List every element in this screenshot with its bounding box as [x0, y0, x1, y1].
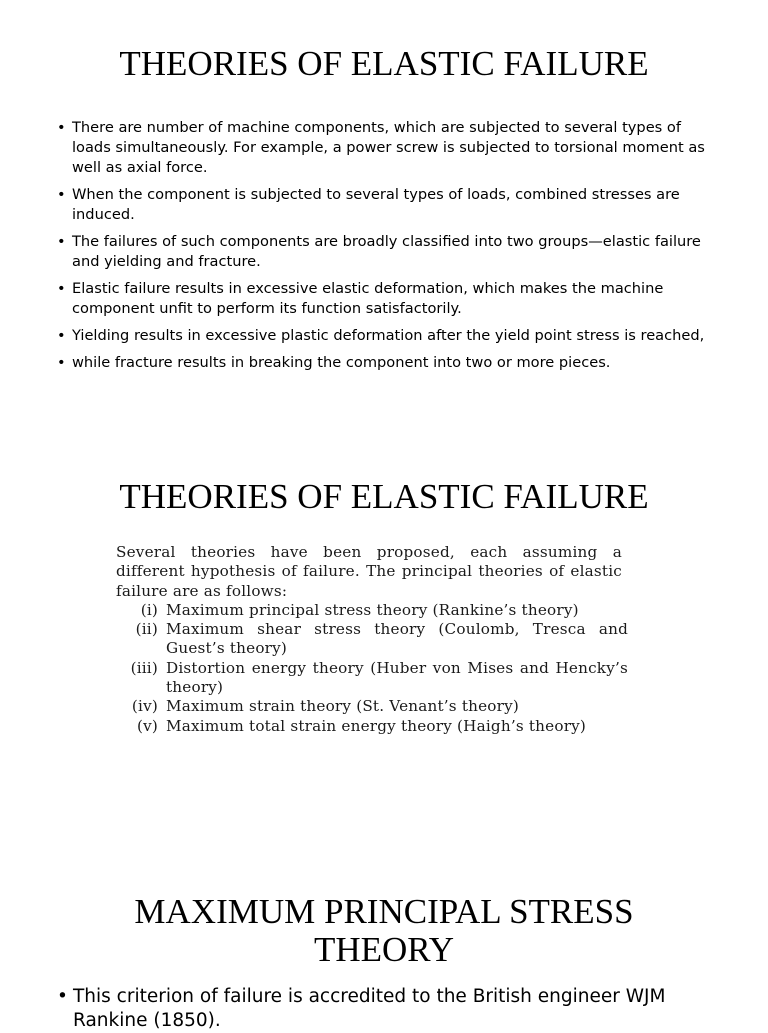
theory-item [96, 659, 628, 698]
bullet-dot: • [57, 986, 68, 1007]
bullet-list [57, 118, 717, 380]
bullet-item [57, 232, 717, 272]
theory-number: (iv) [131, 697, 158, 716]
theory-number: (i) [140, 600, 158, 619]
bullet-item [57, 353, 717, 373]
scanned-textbook-excerpt [96, 543, 628, 783]
slide-title: THEORIES OF ELASTIC FAILURE [119, 44, 649, 83]
bullet-dot: • [57, 233, 66, 250]
bullet-item [57, 118, 717, 178]
bullet-item [57, 326, 717, 346]
bullet-item [57, 985, 717, 1033]
slide-title: THEORIES OF ELASTIC FAILURE [119, 477, 649, 516]
theory-text: Maximum total strain energy theory (Haigh’s theory) [166, 716, 587, 735]
theory-number: (iii) [130, 658, 158, 677]
bullet-text: Yielding results in excessive plastic deformation after the yield point stress is reached, [72, 327, 705, 344]
theory-text: Distortion energy theory (Huber von Mises and Hencky’s theory) [166, 658, 628, 697]
theory-item [96, 717, 628, 736]
bullet-dot: • [57, 354, 66, 371]
bullet-text: This criterion of failure is accredited to the British engineer WJM Rankine (1850). [73, 986, 666, 1031]
theory-number: (ii) [135, 620, 158, 639]
excerpt-intro: Several theories have been proposed, each assuming a different hypothesis of failure. The principal theories of elastic failure are as follows: [116, 543, 622, 600]
bullet-dot: • [57, 327, 66, 344]
theory-item [96, 697, 628, 716]
bullet-dot: • [57, 280, 66, 297]
bullet-text: Elastic failure results in excessive elastic deformation, which makes the machine component unfit to perform its function satisfactorily. [72, 280, 664, 317]
theory-item [96, 601, 628, 620]
theory-number: (v) [136, 716, 158, 735]
bullet-item [57, 279, 717, 319]
bullet-text: There are number of machine components, which are subjected to several types of loads simultaneously. For example, a power screw is subjected to torsional moment as well as axial force. [72, 119, 705, 176]
bullet-dot: • [57, 119, 66, 136]
bullet-text: while fracture results in breaking the component into two or more pieces. [72, 354, 611, 371]
theory-text: Maximum strain theory (St. Venant’s theory) [166, 697, 520, 716]
bullet-dot: • [57, 186, 66, 203]
theory-text: Maximum principal stress theory (Rankine’s theory) [166, 600, 579, 619]
slide-title: MAXIMUM PRINCIPAL STRESS THEORY [134, 892, 634, 969]
bullet-item [57, 185, 717, 225]
bullet-list [57, 985, 717, 1033]
theory-text: Maximum shear stress theory (Coulomb, Tresca and Guest’s theory) [166, 620, 628, 658]
bullet-text: The failures of such components are broadly classified into two groups—elastic failure and yielding and fracture. [72, 233, 701, 270]
bullet-text: When the component is subjected to several types of loads, combined stresses are induced. [72, 186, 680, 223]
theory-item [96, 620, 628, 659]
